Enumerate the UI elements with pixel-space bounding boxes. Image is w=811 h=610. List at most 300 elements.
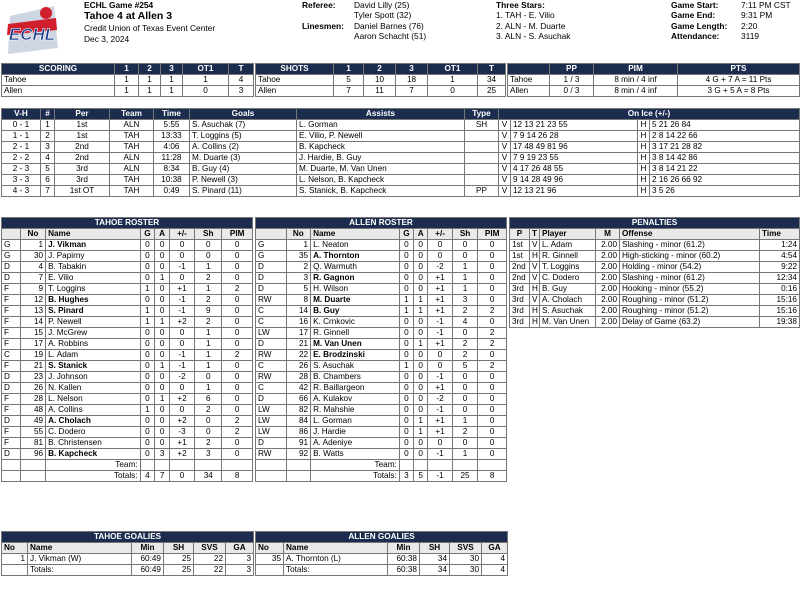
shots: 1: [195, 383, 222, 394]
player-name: A. Robbins: [46, 339, 140, 350]
plus-minus: -3: [169, 427, 194, 438]
roster-row: [2, 438, 253, 449]
goals: 0: [399, 383, 413, 394]
position: RW: [256, 372, 287, 383]
period: 2nd: [510, 273, 530, 284]
player-name: B. Christensen: [46, 438, 140, 449]
visitor-tag: V: [499, 186, 511, 197]
col-header: Name: [46, 229, 140, 240]
goal-time: 10:38: [154, 175, 190, 186]
table-row: [2, 75, 254, 86]
scorer: T. Loggins (5): [190, 131, 297, 142]
logo-text: ECHL: [8, 25, 56, 44]
plus-minus: +1: [428, 339, 452, 350]
plus-minus: -1: [428, 405, 452, 416]
goals: 1: [140, 317, 155, 328]
roster-row: [256, 328, 507, 339]
goals: 1: [399, 306, 413, 317]
goal-number: 6: [41, 175, 55, 186]
penalty-minutes: 2: [478, 361, 507, 372]
goals: 0: [399, 262, 413, 273]
penalty-time: 15:16: [760, 306, 800, 317]
assists: 3: [155, 449, 170, 460]
table-row: [2, 86, 254, 97]
position: LW: [256, 328, 287, 339]
position: C: [2, 350, 21, 361]
jersey-number: 55: [20, 427, 45, 438]
position: D: [256, 262, 287, 273]
assists: S. Stanick, B. Kapcheck: [297, 186, 465, 197]
position: F: [2, 427, 21, 438]
penalty-row: [510, 284, 800, 295]
plus-minus: +1: [428, 306, 452, 317]
col-header: T: [530, 229, 540, 240]
jersey-number: 1: [20, 240, 45, 251]
home-on-ice: 2 16 26 66 92: [650, 175, 800, 186]
period: 1st: [55, 131, 110, 142]
position: LW: [256, 427, 287, 438]
roster-row: [256, 273, 507, 284]
penalties-title: PENALTIES: [510, 218, 800, 229]
assists: 0: [155, 284, 170, 295]
jersey-number: 26: [286, 361, 310, 372]
goal-type: [465, 142, 499, 153]
assists: 0: [414, 383, 428, 394]
shots: 2: [452, 427, 478, 438]
penalty-time: 12:34: [760, 273, 800, 284]
cell: 1: [428, 75, 478, 86]
home-tag: H: [638, 153, 650, 164]
plus-minus: +2: [169, 394, 194, 405]
col-header: Sh: [195, 229, 222, 240]
attendance-label: Attendance:: [671, 30, 720, 41]
jersey-number: 14: [286, 306, 310, 317]
assists: 1: [414, 295, 428, 306]
roster-row: [2, 405, 253, 416]
cell: 7: [396, 86, 428, 97]
penalty-minutes: 0: [222, 273, 253, 284]
col-header: Name: [311, 229, 400, 240]
assists: 0: [155, 383, 170, 394]
referee-2: Tyler Spott (32): [354, 10, 412, 21]
offense: High-sticking - minor (60.2): [620, 251, 760, 262]
shots: 0: [452, 251, 478, 262]
roster-row: [2, 449, 253, 460]
plus-minus: +1: [428, 383, 452, 394]
position: RW: [256, 295, 287, 306]
assists: 0: [155, 328, 170, 339]
goals: 0: [399, 284, 413, 295]
game-date: Dec 3, 2024: [84, 33, 130, 44]
shots: 3: [195, 449, 222, 460]
roster-row: [256, 449, 507, 460]
roster-row: [2, 251, 253, 262]
penalty-minutes: 0: [478, 350, 507, 361]
visitor-on-ice: 7 9 19 23 55: [511, 153, 638, 164]
position: D: [2, 449, 21, 460]
shots: 1: [452, 262, 478, 273]
total-plus-minus: 0: [169, 471, 194, 482]
team-tag: V: [530, 273, 540, 284]
venue: Credit Union of Texas Event Center: [84, 23, 216, 34]
penalty-minutes: 0: [478, 427, 507, 438]
tahoe-roster-table: [1, 217, 253, 482]
player-name: M. Van Unen: [311, 339, 400, 350]
assists: 1: [155, 361, 170, 372]
totals-label: Totals:: [311, 471, 400, 482]
penalty-minutes: 0: [478, 383, 507, 394]
penalty-row: [510, 262, 800, 273]
period: 1st: [510, 240, 530, 251]
goals: 0: [140, 438, 155, 449]
cell: 1: [139, 75, 161, 86]
referee-1: David Lilly (25): [354, 0, 410, 10]
player-name: L. Neaton: [311, 240, 400, 251]
roster-row: [2, 427, 253, 438]
goals: 0: [399, 240, 413, 251]
player-name: J. Hardie: [311, 427, 400, 438]
home-on-ice: 3 8 14 42 86: [650, 153, 800, 164]
team-name: Tahoe: [508, 75, 550, 86]
home-on-ice: 3 17 21 28 82: [650, 142, 800, 153]
shots: 1: [452, 284, 478, 295]
player-name: B. Watts: [311, 449, 400, 460]
cell: 8 min / 4 inf: [594, 75, 678, 86]
player-name: S. Stanick: [46, 361, 140, 372]
position: LW: [256, 416, 287, 427]
pp-header: PP: [550, 64, 594, 75]
team-name: Allen: [2, 86, 115, 97]
cell: 0 / 3: [550, 86, 594, 97]
penalty-minutes: 2: [222, 284, 253, 295]
total-shots: 25: [452, 471, 478, 482]
shots: 6: [195, 394, 222, 405]
team-label: Team:: [311, 460, 400, 471]
jersey-number: 8: [286, 295, 310, 306]
position: C: [256, 361, 287, 372]
cell: 10: [364, 75, 396, 86]
total-assists: 5: [414, 471, 428, 482]
player-name: S. Pinard: [46, 306, 140, 317]
assists: 0: [414, 317, 428, 328]
goals: 0: [399, 350, 413, 361]
star-2: 2. ALN - M. Duarte: [496, 20, 566, 31]
period: 3rd: [510, 295, 530, 306]
pp-header: PTS: [678, 64, 800, 75]
pp-header: PIM: [594, 64, 678, 75]
col-header: A: [414, 229, 428, 240]
plus-minus: +1: [428, 427, 452, 438]
position: F: [2, 361, 21, 372]
shots: 3: [452, 295, 478, 306]
jersey-number: 28: [20, 394, 45, 405]
goalie-shots: 25: [164, 554, 194, 565]
player-name: K. Crnkovic: [311, 317, 400, 328]
visitor-tag: V: [499, 131, 511, 142]
shots: 0: [452, 438, 478, 449]
scorer: S. Pinard (11): [190, 186, 297, 197]
player-name: J. Johnson: [46, 372, 140, 383]
jersey-number: 9: [20, 284, 45, 295]
position: G: [256, 240, 287, 251]
roster-row: [2, 262, 253, 273]
team-name: Tahoe: [2, 75, 115, 86]
total-minutes: 60:49: [132, 565, 164, 576]
jersey-number: 21: [286, 339, 310, 350]
position: G: [2, 240, 21, 251]
cell: 1: [115, 86, 139, 97]
home-tag: H: [638, 175, 650, 186]
goals: 1: [140, 306, 155, 317]
goals: 0: [399, 449, 413, 460]
visitor-tag: V: [499, 175, 511, 186]
position: G: [2, 251, 21, 262]
cell: 25: [478, 86, 506, 97]
total-goals-against: 3: [226, 565, 254, 576]
position: G: [256, 251, 287, 262]
team: TAH: [110, 142, 154, 153]
assists: L. Gorman: [297, 120, 465, 131]
jersey-number: 66: [286, 394, 310, 405]
roster-row: [256, 361, 507, 372]
jersey-number: 82: [286, 405, 310, 416]
visitor-on-ice: 7 9 14 26 28: [511, 131, 638, 142]
period: 3rd: [510, 317, 530, 328]
shots: 1: [195, 339, 222, 350]
team-row: [256, 460, 507, 471]
penalty-minutes: 0: [222, 438, 253, 449]
penalty-row: [510, 273, 800, 284]
assists: 0: [155, 339, 170, 350]
plus-minus: +2: [169, 317, 194, 328]
roster-row: [2, 284, 253, 295]
assists: 0: [414, 350, 428, 361]
col-header: Min: [388, 543, 420, 554]
penalty-minutes: 2: [222, 350, 253, 361]
player-name: B. Tabakin: [46, 262, 140, 273]
goal-number: 5: [41, 164, 55, 175]
shots: 5: [452, 361, 478, 372]
goals: 0: [399, 438, 413, 449]
shots: 2: [195, 273, 222, 284]
goals: 0: [140, 427, 155, 438]
jersey-number: 42: [286, 383, 310, 394]
penalty-minutes: 0: [222, 383, 253, 394]
col-header: SVS: [450, 543, 482, 554]
plus-minus: -1: [169, 350, 194, 361]
position: F: [2, 394, 21, 405]
plus-minus: -2: [428, 394, 452, 405]
assists: 1: [155, 273, 170, 284]
assists: 0: [155, 262, 170, 273]
shots: 2: [195, 295, 222, 306]
period: 3rd: [55, 164, 110, 175]
shots-table: [255, 63, 506, 97]
scoring-header: 1: [115, 64, 139, 75]
penalty-row: [510, 317, 800, 328]
goals: 0: [140, 262, 155, 273]
home-tag: H: [638, 186, 650, 197]
allen-roster-table: [255, 217, 507, 482]
player-name: C. Dodero: [46, 427, 140, 438]
attendance-value: 3119: [741, 30, 760, 41]
position: F: [2, 317, 21, 328]
penalty-minutes: 0: [478, 416, 507, 427]
period: 3rd: [55, 175, 110, 186]
goals: 0: [399, 251, 413, 262]
offense: Roughing - minor (51.2): [620, 295, 760, 306]
offense: Slashing - minor (61.2): [620, 240, 760, 251]
visitor-on-ice: 4 17 26 48 55: [511, 164, 638, 175]
scoring-header: T: [229, 64, 254, 75]
period: 3rd: [510, 306, 530, 317]
assists: 0: [414, 405, 428, 416]
goals: 0: [140, 240, 155, 251]
shots: 1: [452, 273, 478, 284]
player: A. Cholach: [540, 295, 596, 306]
plus-minus: 0: [169, 273, 194, 284]
total-goals-against: 4: [482, 565, 508, 576]
team: TAH: [110, 186, 154, 197]
penalty-time: 4:54: [760, 251, 800, 262]
penalty-minutes: 0: [478, 438, 507, 449]
col-header: No: [2, 543, 28, 554]
shots: 1: [195, 361, 222, 372]
scorer: A. Collins (2): [190, 142, 297, 153]
cell: 3: [229, 86, 254, 97]
jersey-number: 28: [286, 372, 310, 383]
home-tag: H: [638, 120, 650, 131]
jersey-number: 30: [20, 251, 45, 262]
player-name: R. Ginnell: [311, 328, 400, 339]
goals: 0: [140, 383, 155, 394]
cell: 1: [139, 86, 161, 97]
shots: 1: [195, 350, 222, 361]
cell: 7: [334, 86, 364, 97]
player: S. Asuchak: [540, 306, 596, 317]
goalie-saves: 30: [450, 554, 482, 565]
col-header: +/-: [169, 229, 194, 240]
roster-row: [2, 383, 253, 394]
goalie-minutes: 60:38: [388, 554, 420, 565]
roster-row: [256, 251, 507, 262]
col-header: Player: [540, 229, 596, 240]
total-saves: 22: [194, 565, 226, 576]
penalty-minutes: 2: [222, 427, 253, 438]
shots: 0: [452, 240, 478, 251]
roster-row: [256, 372, 507, 383]
player-name: B. Guy: [311, 306, 400, 317]
score-state: 1 - 1: [2, 131, 41, 142]
minutes: 2.00: [596, 317, 620, 328]
cell: 1: [183, 75, 229, 86]
home-on-ice: 5 21 26 84: [650, 120, 800, 131]
player-name: B. Kapcheck: [46, 449, 140, 460]
team-tag: V: [530, 240, 540, 251]
visitor-on-ice: 17 48 49 81 96: [511, 142, 638, 153]
position: RW: [256, 350, 287, 361]
goal-row: [2, 131, 800, 142]
roster-row: [256, 317, 507, 328]
team: TAH: [110, 175, 154, 186]
scoring-header: 2: [139, 64, 161, 75]
penalty-minutes: 0: [478, 295, 507, 306]
goalie-shots: 34: [420, 554, 450, 565]
penalty-minutes: 0: [222, 295, 253, 306]
shots-header: T: [478, 64, 506, 75]
penalty-minutes: 0: [478, 449, 507, 460]
penalty-row: [510, 240, 800, 251]
plus-minus: 0: [428, 350, 452, 361]
goalie-goals-against: 3: [226, 554, 254, 565]
roster-row: [2, 394, 253, 405]
cell: 1: [115, 75, 139, 86]
team: ALN: [110, 164, 154, 175]
total-pim: 8: [222, 471, 253, 482]
shots: 2: [452, 339, 478, 350]
star-1: 1. TAH - E. Vilio: [496, 10, 555, 21]
cell: 1: [161, 75, 183, 86]
tahoe-roster-title: TAHOE ROSTER: [2, 218, 253, 229]
player-name: J. Vikman: [46, 240, 140, 251]
player-name: L. Adam: [46, 350, 140, 361]
col-header: No: [20, 229, 45, 240]
scoring-header: 3: [161, 64, 183, 75]
assists: 1: [414, 416, 428, 427]
jersey-number: 35: [286, 251, 310, 262]
col-header: GA: [482, 543, 508, 554]
roster-row: [256, 262, 507, 273]
goals-header: Goals: [190, 109, 297, 120]
col-header: +/-: [428, 229, 452, 240]
plus-minus: +2: [169, 449, 194, 460]
player-name: M. Duarte: [311, 295, 400, 306]
assists: 0: [414, 328, 428, 339]
allen-goalies-table: [255, 531, 508, 576]
goalie-name: A. Thornton (L): [284, 554, 388, 565]
jersey-number: 86: [286, 427, 310, 438]
goalie-name: J. Vikman (W): [28, 554, 132, 565]
player-name: A. Adeniye: [311, 438, 400, 449]
penalty-minutes: 0: [478, 273, 507, 284]
jersey-number: 16: [286, 317, 310, 328]
position: D: [2, 372, 21, 383]
penalty-minutes: 2: [478, 328, 507, 339]
goals-header: V-H: [2, 109, 41, 120]
offense: Holding - minor (54.2): [620, 262, 760, 273]
goals-header: On Ice (+/-): [499, 109, 800, 120]
penalty-row: [510, 306, 800, 317]
player: R. Ginnell: [540, 251, 596, 262]
plus-minus: -1: [428, 372, 452, 383]
penalty-minutes: 0: [222, 372, 253, 383]
assists: L. Nelson, B. Kapcheck: [297, 175, 465, 186]
position: F: [2, 405, 21, 416]
roster-row: [256, 240, 507, 251]
total-pim: 8: [478, 471, 507, 482]
player-name: R. Mahshie: [311, 405, 400, 416]
plus-minus: +2: [169, 416, 194, 427]
position: D: [2, 273, 21, 284]
penalty-minutes: 0: [222, 306, 253, 317]
goal-type: [465, 164, 499, 175]
referee-label: Referee:: [302, 0, 336, 10]
penalty-row: [510, 295, 800, 306]
offense: Slashing - minor (61.2): [620, 273, 760, 284]
goals: 1: [399, 361, 413, 372]
total-assists: 7: [155, 471, 170, 482]
team-tag: H: [530, 306, 540, 317]
